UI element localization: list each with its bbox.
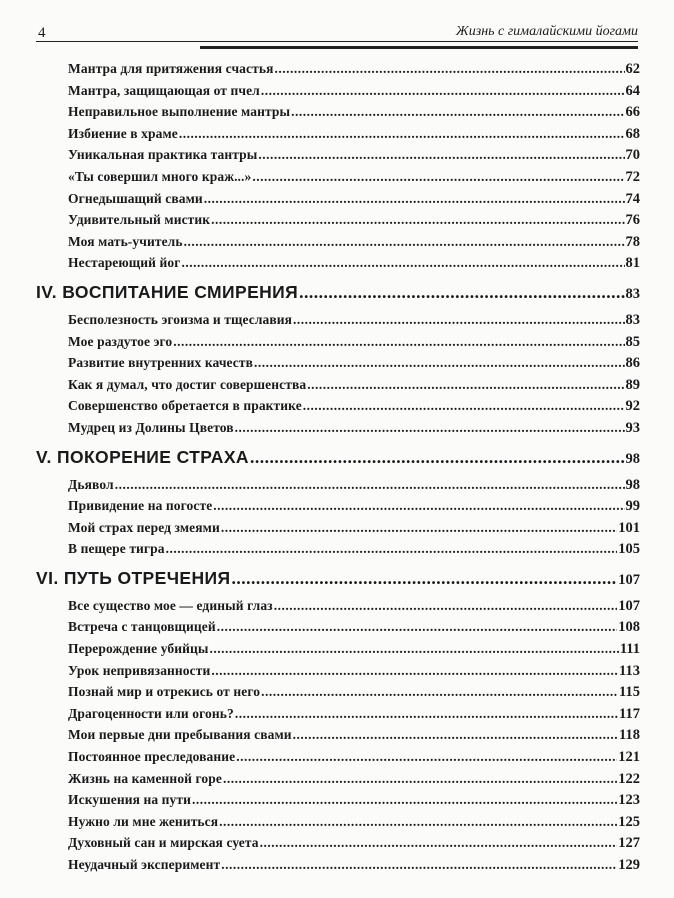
page-reference: 72: [625, 168, 640, 185]
page-reference: 93: [625, 419, 640, 436]
toc-entry: [36, 684, 640, 706]
page-reference: 78: [625, 233, 640, 250]
page-reference: 74: [625, 190, 640, 207]
page-reference: 92: [625, 398, 640, 415]
toc-entry: [36, 706, 640, 728]
page-reference: 107: [618, 571, 640, 588]
toc-entry: [36, 312, 640, 334]
page-reference: 108: [618, 619, 640, 636]
dot-leader: [213, 498, 624, 514]
entry-title: Уникальная практика тантры: [68, 147, 258, 163]
dot-leader: [307, 377, 624, 393]
entry-title: Удивительный мистик: [68, 212, 211, 228]
entry-title: В пещере тигра: [68, 541, 165, 557]
running-title: Жизнь с гималайскими йогами: [455, 24, 638, 39]
page-reference: 83: [625, 285, 640, 302]
entry-title: Нестареющий йог: [68, 255, 181, 271]
page-reference: 101: [618, 519, 640, 536]
section-title: IV. ВОСПИТАНИЕ СМИРЕНИЯ: [36, 281, 299, 302]
section-title: VI. ПУТЬ ОТРЕЧЕНИЯ: [36, 567, 231, 588]
toc-entry: [36, 234, 640, 256]
dot-leader: [184, 234, 625, 250]
toc-section-heading: [36, 568, 640, 596]
page-reference: 83: [625, 311, 640, 328]
toc-entry: [36, 641, 640, 663]
header-rule-thick: [200, 46, 638, 49]
entry-title: Моя мать-учитель: [68, 233, 183, 249]
dot-leader: [261, 83, 625, 99]
page-reference: 105: [618, 541, 640, 558]
dot-leader: [221, 857, 617, 873]
dot-leader: [260, 835, 618, 851]
entry-title: Урок непривязанности: [68, 662, 211, 678]
page-reference: 98: [625, 476, 640, 493]
page-header: [36, 0, 638, 52]
page-reference: 64: [625, 82, 640, 99]
toc-entry: [36, 520, 640, 542]
page-reference: 113: [619, 662, 640, 679]
page-reference: 85: [625, 333, 640, 350]
toc-entry: [36, 598, 640, 620]
page-reference: 123: [618, 792, 640, 809]
toc-entry: [36, 169, 640, 191]
page-reference: 76: [625, 212, 640, 229]
toc-entry: [36, 83, 640, 105]
entry-title: Мое раздутое эго: [68, 333, 173, 349]
entry-title: Познай мир и отрекись от него: [68, 684, 261, 700]
dot-leader: [211, 663, 618, 679]
toc-entry: [36, 104, 640, 126]
toc-entry: [36, 334, 640, 356]
entry-title: Перерождение убийцы: [68, 641, 209, 657]
dot-leader: [182, 255, 625, 271]
toc-section-heading: [36, 447, 640, 475]
entry-title: Неудачный эксперимент: [68, 857, 221, 872]
toc-entry: [36, 212, 640, 234]
dot-leader: [204, 191, 625, 207]
page-reference: 81: [625, 255, 640, 272]
dot-leader: [166, 541, 618, 557]
page-reference: 115: [619, 684, 640, 701]
toc-entry: [36, 792, 640, 814]
page-reference: 125: [618, 813, 640, 830]
toc-entry: [36, 835, 640, 857]
entry-title: Совершенство обретается в практике: [68, 398, 302, 414]
dot-leader: [254, 355, 624, 371]
dot-leader: [221, 520, 617, 536]
dot-leader: [258, 147, 624, 163]
dot-leader: [210, 641, 619, 657]
page-reference: 89: [625, 376, 640, 393]
toc-entry: [36, 255, 640, 277]
toc-entry: [36, 126, 640, 148]
entry-title: Все существо мое — единый глаз: [68, 597, 273, 613]
entry-title: Мудрец из Долины Цветов: [68, 419, 234, 435]
dot-leader: [115, 477, 625, 493]
page-reference: 62: [625, 61, 640, 77]
dot-leader: [211, 212, 624, 228]
dot-leader: [261, 684, 618, 700]
toc-entry: [36, 541, 640, 563]
entry-title: Избиение в храме: [68, 125, 178, 141]
toc-entry: [36, 420, 640, 442]
toc-entry: [36, 857, 640, 879]
dot-leader: [252, 169, 624, 185]
entry-title: Мантра для притяжения счастья: [68, 61, 274, 76]
toc-entry: [36, 814, 640, 836]
entry-title: Встреча с танцовщицей: [68, 619, 216, 635]
page-reference: 127: [618, 835, 640, 852]
page-reference: 66: [625, 104, 640, 121]
dot-leader: [235, 420, 625, 436]
toc-entry: [36, 619, 640, 641]
page-reference: 99: [625, 498, 640, 515]
toc-entry: [36, 727, 640, 749]
toc-entry: [36, 355, 640, 377]
table-of-contents: [36, 61, 640, 879]
toc-entry: [36, 749, 640, 771]
entry-title: Дьявол: [68, 476, 114, 492]
toc-entry: [36, 663, 640, 685]
dot-leader: [235, 706, 618, 722]
page-reference: 107: [618, 597, 640, 614]
dot-leader: [223, 771, 617, 787]
toc-entry: [36, 61, 640, 83]
toc-entry: [36, 498, 640, 520]
toc-entry: [36, 477, 640, 499]
entry-title: Драгоценности или огонь?: [68, 705, 234, 721]
page-reference: 86: [625, 355, 640, 372]
toc-section-heading: [36, 282, 640, 310]
toc-entry: [36, 771, 640, 793]
page-reference: 129: [618, 857, 640, 873]
dot-leader: [275, 61, 625, 77]
entry-title: Нужно ли мне жениться: [68, 813, 219, 829]
entry-title: Как я думал, что достиг совершенства: [68, 376, 307, 392]
entry-title: Бесполезность эгоизма и тщеславия: [68, 311, 293, 327]
header-rule-thin: [36, 41, 638, 42]
entry-title: Духовный сан и мирская суета: [68, 835, 259, 851]
section-title: V. ПОКОРЕНИЕ СТРАХА: [36, 446, 249, 467]
entry-title: Неправильное выполнение мантры: [68, 104, 291, 120]
dot-leader: [173, 334, 624, 350]
entry-title: Жизнь на каменной горе: [68, 770, 222, 786]
entry-title: Мантра, защищающая от пчел: [68, 82, 260, 98]
dot-leader: [179, 126, 625, 142]
entry-title: Огнедышащий свами: [68, 190, 203, 206]
page-reference: 117: [619, 705, 640, 722]
dot-leader: [231, 568, 617, 589]
page-reference: 118: [619, 727, 640, 744]
toc-entry: [36, 191, 640, 213]
entry-title: Мой страх перед змеями: [68, 519, 220, 535]
toc-entry: [36, 147, 640, 169]
dot-leader: [299, 282, 624, 303]
toc-entry: [36, 398, 640, 420]
page-reference: 121: [618, 749, 640, 766]
page-number: 4: [38, 25, 46, 41]
dot-leader: [291, 104, 624, 120]
toc-entry: [36, 377, 640, 399]
dot-leader: [250, 447, 625, 468]
dot-leader: [303, 398, 625, 414]
entry-title: «Ты совершил много краж...»: [68, 168, 252, 184]
page-reference: 70: [625, 147, 640, 164]
dot-leader: [274, 598, 618, 614]
entry-title: Искушения на пути: [68, 792, 191, 808]
page-reference: 98: [625, 450, 640, 467]
dot-leader: [236, 749, 617, 765]
dot-leader: [217, 619, 618, 635]
dot-leader: [293, 312, 624, 328]
page-reference: 122: [618, 770, 640, 787]
dot-leader: [219, 814, 617, 830]
entry-title: Мои первые дни пребывания свами: [68, 727, 292, 743]
page-reference: 68: [625, 125, 640, 142]
entry-title: Постоянное преследование: [68, 749, 236, 765]
entry-title: Привидение на погосте: [68, 498, 213, 514]
dot-leader: [192, 792, 617, 808]
entry-title: Развитие внутренних качеств: [68, 355, 254, 371]
page-reference: 111: [619, 641, 640, 658]
dot-leader: [293, 727, 618, 743]
